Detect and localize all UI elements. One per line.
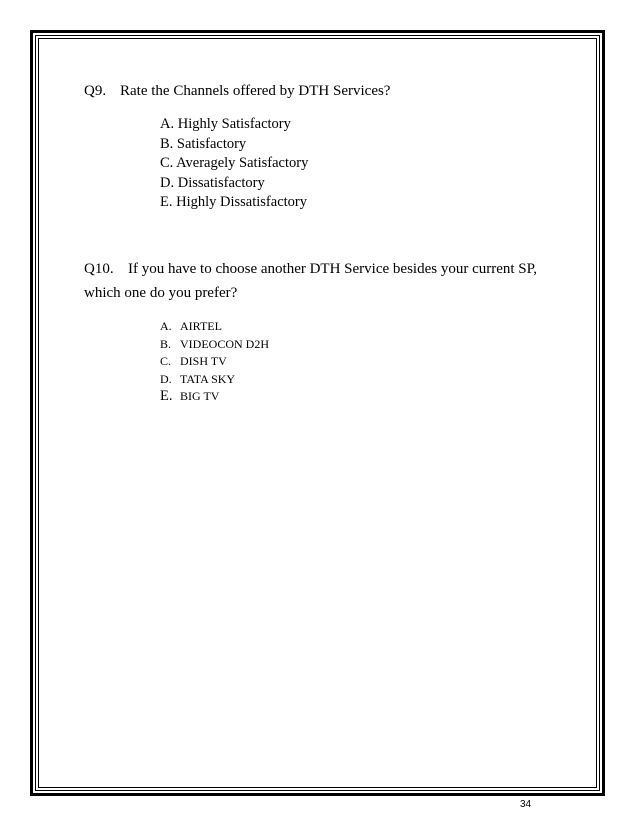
question-9: [84, 80, 390, 102]
question-10-number: Q10.: [84, 261, 114, 277]
question-10-text-continued: which one do you prefer?: [84, 285, 238, 301]
question-9-number: Q9.: [84, 83, 107, 99]
q10-option-a: A. AIRTEL: [160, 319, 222, 333]
q9-option-c: C. Averagely Satisfactory: [160, 155, 309, 171]
q9-option-a: A. Highly Satisfactory: [160, 116, 291, 132]
question-10: [84, 258, 537, 280]
q10-option-b: B. VIDEOCON D2H: [160, 336, 269, 351]
question-10-options: [160, 318, 269, 406]
q10-option-c: C. DISH TV: [160, 354, 227, 368]
q10-option-d: D. TATA SKY: [160, 371, 236, 386]
page-number: 34: [520, 799, 532, 810]
q9-option-b: B. Satisfactory: [160, 135, 247, 152]
q10-option-e: E. BIG TV: [160, 388, 220, 404]
page-border-inner: [38, 38, 597, 788]
question-9-options: [160, 115, 308, 213]
question-10-text: If you have to choose another DTH Service besides your current SP,: [128, 261, 538, 277]
q9-option-e: E. Highly Dissatisfactory: [160, 194, 307, 210]
q9-option-d: D. Dissatisfactory: [160, 174, 265, 191]
question-9-text: Rate the Channels offered by DTH Services?: [120, 83, 391, 99]
